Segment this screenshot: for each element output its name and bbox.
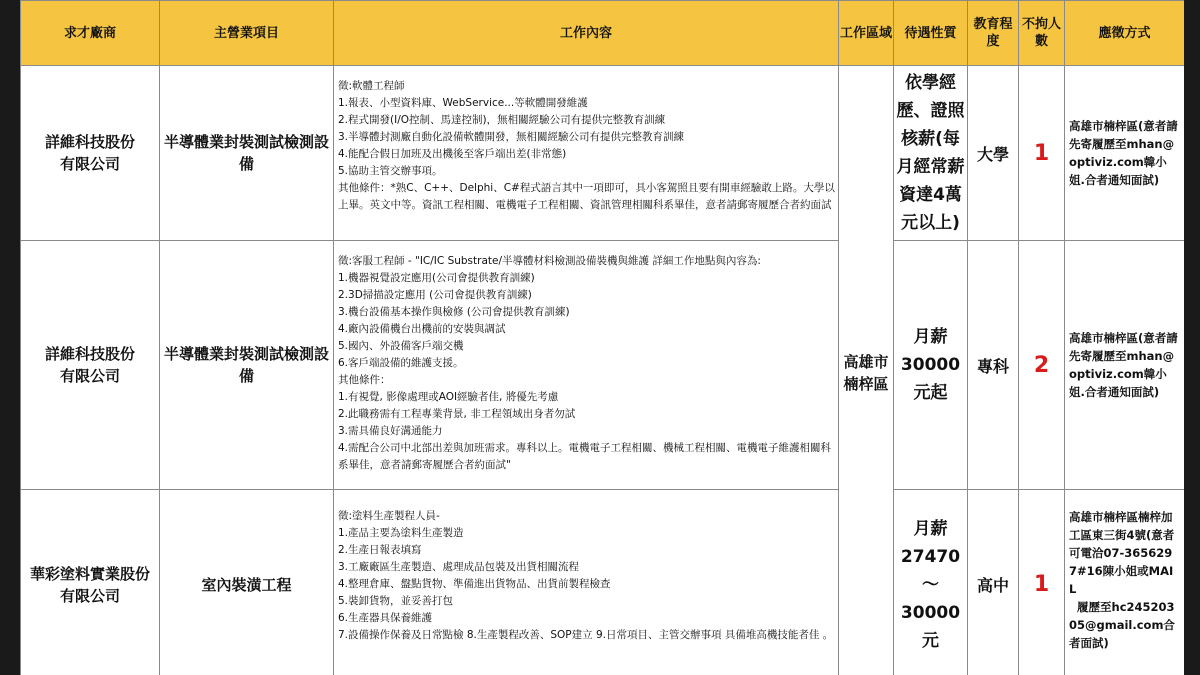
business-cell [160,241,334,490]
content-line: 3.機台設備基本操作與檢修 (公司會提供教育訓練) [338,306,570,318]
table-row [21,490,1185,675]
education-cell [968,66,1019,241]
company-name: 華彩塗料實業股份有限公司 [29,564,150,605]
content-line: 5.裝卸貨物，並妥善打包 [338,595,454,607]
count-cell [1019,66,1065,241]
content-line: 4.廠內設備機台出機前的安裝與調試 [338,323,506,335]
headcount: 1 [1033,140,1050,166]
content-line: 5.國內、外設備客戶端交機 [338,340,464,352]
content-line: 徵:塗料生產製程人員- [338,510,440,522]
company-name: 詳維科技股份有限公司 [44,345,135,385]
headcount: 2 [1033,352,1050,378]
job-table [20,0,1184,675]
content-line: 其他條件：*熟C、C++、Delphi、C#程式語言其中一項即可，具小客駕照且要有開車經驗敢上路。大學以上畢。英文中等。資訊工程相關、電機電子工程相關、資訊管理相關科系畢佳，意者請郵寄履歷合者約面試 [338,182,835,211]
content-line: 4.能配合假日加班及出機後至客戶端出差(非常態) [338,148,567,160]
salary-cell [894,66,968,241]
salary-text: 月薪30000元起 [900,327,961,403]
content-line: 7.設備操作保養及日常點檢 8.生產製程改善、SOP建立 9.日常項目、主管交辦事項 具備堆高機技能者佳 。 [338,629,834,641]
header-area: 工作區域 [839,1,894,66]
apply-cell [1065,66,1185,241]
apply-cell [1065,241,1185,490]
business-text: 半導體業封裝測試檢測設備 [163,133,329,173]
content-line: 1.有視覺, 影像處理或AOI經驗者佳, 將優先考慮 [338,391,559,403]
education-text: 高中 [976,576,1009,595]
business-text: 半導體業封裝測試檢測設備 [163,345,329,385]
company-cell [21,490,160,675]
header-business: 主營業項目 [160,1,334,66]
education-text: 大學 [976,144,1009,164]
count-cell [1019,241,1065,490]
area-text: 高雄市楠梓區 [843,352,889,393]
content-line: 3.半導體封測廠自動化設備軟體開發，無相關經驗公司有提供完整教育訓練 [338,131,685,143]
header-education: 教育程度 [968,1,1019,66]
business-cell [160,66,334,241]
header-content: 工作內容 [334,1,839,66]
business-text: 室內裝潢工程 [201,575,292,594]
count-cell [1019,490,1065,675]
salary-text: 月薪27470～30000元 [900,518,961,651]
content-line: 3.工廠廠區生產製造、處理成品包裝及出貨相關流程 [338,561,580,573]
content-line: 徵:客服工程師 - "IC/IC Substrate/半導體材料檢測設備裝機與維護 詳細工作地點與內容為: [338,255,761,267]
content-line: 徵:軟體工程師 [338,80,405,92]
education-cell [968,241,1019,490]
business-cell [160,490,334,675]
content-cell [334,490,839,675]
header-row [21,1,1185,66]
apply-text: 高雄市楠梓區(意者請先寄履歷至mhan@optiviz.com韓小姐.合者通知面試) [1069,119,1178,187]
apply-cell [1065,490,1185,675]
header-company: 求才廠商 [21,1,160,66]
content-line: 2.3D掃描設定應用 (公司會提供教育訓練) [338,289,532,301]
area-cell [839,66,894,675]
content-line: 5.協助主管交辦事項。 [338,165,443,177]
content-line: 1.產品主要為塗料生產製造 [338,527,464,539]
content-cell [334,66,839,241]
header-apply: 應徵方式 [1065,1,1185,66]
content-line: 1.報表、小型資料庫、WebService...等軟體開發維護 [338,97,588,109]
job-listing-sheet [20,0,1184,675]
content-line: 2.此職務需有工程專業背景, 非工程領域出身者勿試 [338,408,576,420]
salary-cell [894,490,968,675]
education-text: 專科 [976,356,1009,376]
salary-text: 依學經歷、證照核薪(每月經常薪資達4萬元以上) [896,73,965,233]
company-cell [21,241,160,490]
content-line: 4.整理倉庫、盤點貨物、準備進出貨物品、出貨前製程檢查 [338,578,611,590]
content-line: 3.需具備良好溝通能力 [338,425,443,437]
content-line: 6.生產器具保養維護 [338,612,433,624]
content-line: 2.程式開發(I/O控制、馬達控制)，無相關經驗公司有提供完整教育訓練 [338,114,666,126]
apply-text: 高雄市楠梓區楠梓加工區東三街4號(意者可電洽07-3656297#16陳小姐或MAIL [1069,510,1175,596]
apply-text: 高雄市楠梓區(意者請先寄履歷至mhan@optiviz.com韓小姐.合者通知面試) [1069,331,1178,399]
content-cell [334,241,839,490]
content-line: 其他條件： [338,374,391,386]
table-row [21,241,1185,490]
content-line: 4.需配合公司中北部出差與加班需求。專科以上。電機電子工程相關、機械工程相關、電機電子維護相關科系畢佳，意者請郵寄履歷合者約面試" [338,442,832,471]
headcount: 1 [1033,572,1050,597]
company-cell [21,66,160,241]
apply-text: 履歷至hc24520305@gmail.com合者面試) [1069,600,1175,650]
company-name: 詳維科技股份有限公司 [44,133,135,173]
content-line: 2.生產日報表填寫 [338,544,422,556]
content-line: 6.客戶端設備的維護支援。 [338,357,464,369]
table-row [21,66,1185,241]
education-cell [968,490,1019,675]
salary-cell [894,241,968,490]
header-salary: 待遇性質 [894,1,968,66]
content-line: 1.機器視覺設定應用(公司會提供教育訓練) [338,272,535,284]
header-count: 不拘人數 [1019,1,1065,66]
